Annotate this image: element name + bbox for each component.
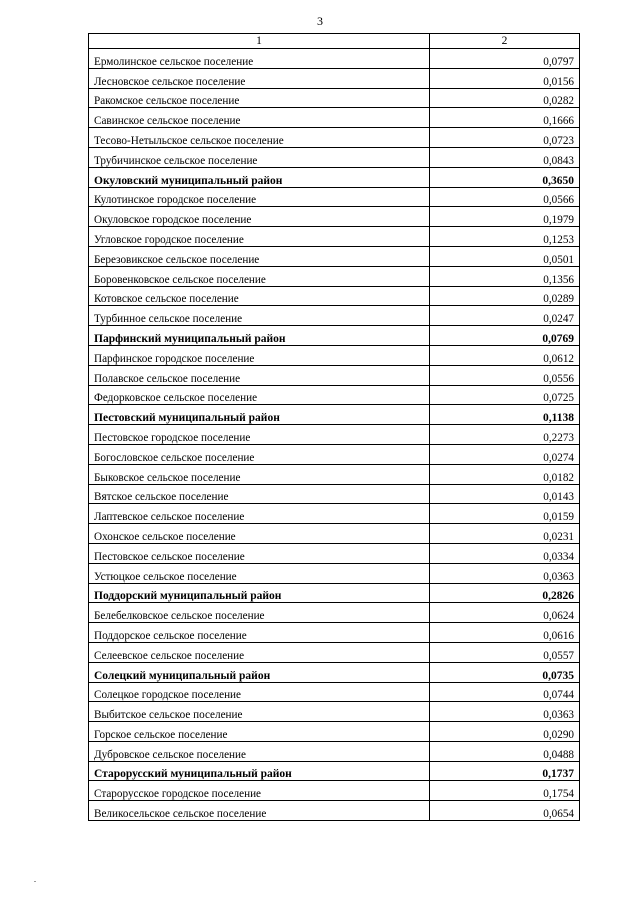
settlement-value: 0,0363 (430, 702, 580, 722)
settlement-name: Боровенковское сельское поселение (89, 266, 430, 286)
table-body (89, 49, 580, 821)
settlement-name: Выбитское сельское поселение (89, 702, 430, 722)
settlement-value: 0,1356 (430, 266, 580, 286)
district-value: 0,0735 (430, 662, 580, 682)
settlement-row (89, 682, 580, 702)
district-name: Старорусский муниципальный район (89, 761, 430, 781)
settlement-name: Великосельское сельское поселение (89, 801, 430, 821)
settlement-name: Савинское сельское поселение (89, 108, 430, 128)
settlement-name: Тесово-Нетыльское сельское поселение (89, 128, 430, 148)
settlement-name: Трубичинское сельское поселение (89, 147, 430, 167)
district-row (89, 662, 580, 682)
settlement-row (89, 801, 580, 821)
settlement-name: Угловское городское поселение (89, 227, 430, 247)
settlement-value: 0,0182 (430, 464, 580, 484)
district-value: 0,0769 (430, 326, 580, 346)
settlement-row (89, 68, 580, 88)
settlement-name: Пестовское сельское поселение (89, 543, 430, 563)
settlement-value: 0,0363 (430, 563, 580, 583)
settlement-value: 0,0501 (430, 246, 580, 266)
district-name: Парфинский муниципальный район (89, 326, 430, 346)
district-name: Окуловский муниципальный район (89, 167, 430, 187)
settlement-value: 0,0282 (430, 88, 580, 108)
district-value: 0,2826 (430, 583, 580, 603)
table-header-row (89, 34, 580, 49)
settlement-value: 0,0290 (430, 722, 580, 742)
settlement-name: Лаптевское сельское поселение (89, 504, 430, 524)
district-row (89, 326, 580, 346)
coefficients-table (88, 33, 580, 821)
settlement-value: 0,0624 (430, 603, 580, 623)
settlement-value: 0,0334 (430, 543, 580, 563)
column-header-2: 2 (430, 34, 580, 49)
settlement-row (89, 722, 580, 742)
settlement-row (89, 464, 580, 484)
settlement-row (89, 484, 580, 504)
settlement-row (89, 741, 580, 761)
district-value: 0,1737 (430, 761, 580, 781)
district-value: 0,3650 (430, 167, 580, 187)
settlement-name: Горское сельское поселение (89, 722, 430, 742)
settlement-row (89, 385, 580, 405)
settlement-row (89, 128, 580, 148)
settlement-value: 0,0744 (430, 682, 580, 702)
settlement-row (89, 543, 580, 563)
settlement-name: Солецкое городское поселение (89, 682, 430, 702)
settlement-value: 0,0556 (430, 365, 580, 385)
settlement-row (89, 642, 580, 662)
settlement-value: 0,0143 (430, 484, 580, 504)
settlement-value: 0,0289 (430, 286, 580, 306)
column-header-1: 1 (89, 34, 430, 49)
settlement-name: Федорковское сельское поселение (89, 385, 430, 405)
settlement-row (89, 286, 580, 306)
settlement-name: Селеевское сельское поселение (89, 642, 430, 662)
settlement-name: Пестовское городское поселение (89, 425, 430, 445)
district-row (89, 167, 580, 187)
settlement-row (89, 306, 580, 326)
settlement-row (89, 266, 580, 286)
settlement-value: 0,1754 (430, 781, 580, 801)
settlement-row (89, 345, 580, 365)
settlement-name: Поддорское сельское поселение (89, 623, 430, 643)
settlement-name: Березовикское сельское поселение (89, 246, 430, 266)
settlement-name: Старорусское городское поселение (89, 781, 430, 801)
settlement-name: Охонское сельское поселение (89, 524, 430, 544)
district-value: 0,1138 (430, 405, 580, 425)
page-number: 3 (317, 14, 323, 28)
settlement-row (89, 563, 580, 583)
settlement-row (89, 108, 580, 128)
district-row (89, 583, 580, 603)
settlement-value: 0,0557 (430, 642, 580, 662)
settlement-name: Дубровское сельское поселение (89, 741, 430, 761)
district-row (89, 761, 580, 781)
settlement-value: 0,0725 (430, 385, 580, 405)
settlement-row (89, 49, 580, 69)
settlement-value: 0,1979 (430, 207, 580, 227)
settlement-value: 0,0612 (430, 345, 580, 365)
scan-artifact (34, 881, 36, 882)
settlement-row (89, 504, 580, 524)
settlement-value: 0,0566 (430, 187, 580, 207)
settlement-name: Богословское сельское поселение (89, 444, 430, 464)
settlement-value: 0,0616 (430, 623, 580, 643)
settlement-value: 0,0797 (430, 49, 580, 69)
settlement-name: Полавское сельское поселение (89, 365, 430, 385)
settlement-row (89, 207, 580, 227)
settlement-value: 0,0654 (430, 801, 580, 821)
settlement-name: Ракомское сельское поселение (89, 88, 430, 108)
settlement-row (89, 524, 580, 544)
settlement-name: Окуловское городское поселение (89, 207, 430, 227)
settlement-row (89, 781, 580, 801)
settlement-value: 0,0247 (430, 306, 580, 326)
district-name: Пестовский муниципальный район (89, 405, 430, 425)
settlement-value: 0,0274 (430, 444, 580, 464)
settlement-row (89, 365, 580, 385)
settlement-value: 0,0159 (430, 504, 580, 524)
settlement-name: Ермолинское сельское поселение (89, 49, 430, 69)
settlement-value: 0,0723 (430, 128, 580, 148)
settlement-row (89, 623, 580, 643)
settlement-value: 0,0231 (430, 524, 580, 544)
settlement-row (89, 147, 580, 167)
settlement-row (89, 227, 580, 247)
settlement-name: Устюцкое сельское поселение (89, 563, 430, 583)
district-row (89, 405, 580, 425)
district-name: Солецкий муниципальный район (89, 662, 430, 682)
settlement-value: 0,0843 (430, 147, 580, 167)
settlement-name: Кулотинское городское поселение (89, 187, 430, 207)
settlement-row (89, 702, 580, 722)
settlement-name: Лесновское сельское поселение (89, 68, 430, 88)
settlement-name: Белебелковское сельское поселение (89, 603, 430, 623)
settlement-row (89, 187, 580, 207)
settlement-name: Вятское сельское поселение (89, 484, 430, 504)
settlement-name: Турбинное сельское поселение (89, 306, 430, 326)
settlement-name: Парфинское городское поселение (89, 345, 430, 365)
settlement-row (89, 444, 580, 464)
settlement-name: Котовское сельское поселение (89, 286, 430, 306)
settlement-row (89, 88, 580, 108)
settlement-row (89, 603, 580, 623)
settlement-value: 0,2273 (430, 425, 580, 445)
district-name: Поддорский муниципальный район (89, 583, 430, 603)
settlement-value: 0,0488 (430, 741, 580, 761)
settlement-row (89, 246, 580, 266)
settlement-name: Быковское сельское поселение (89, 464, 430, 484)
settlement-value: 0,1666 (430, 108, 580, 128)
settlement-value: 0,1253 (430, 227, 580, 247)
settlement-row (89, 425, 580, 445)
settlement-value: 0,0156 (430, 68, 580, 88)
